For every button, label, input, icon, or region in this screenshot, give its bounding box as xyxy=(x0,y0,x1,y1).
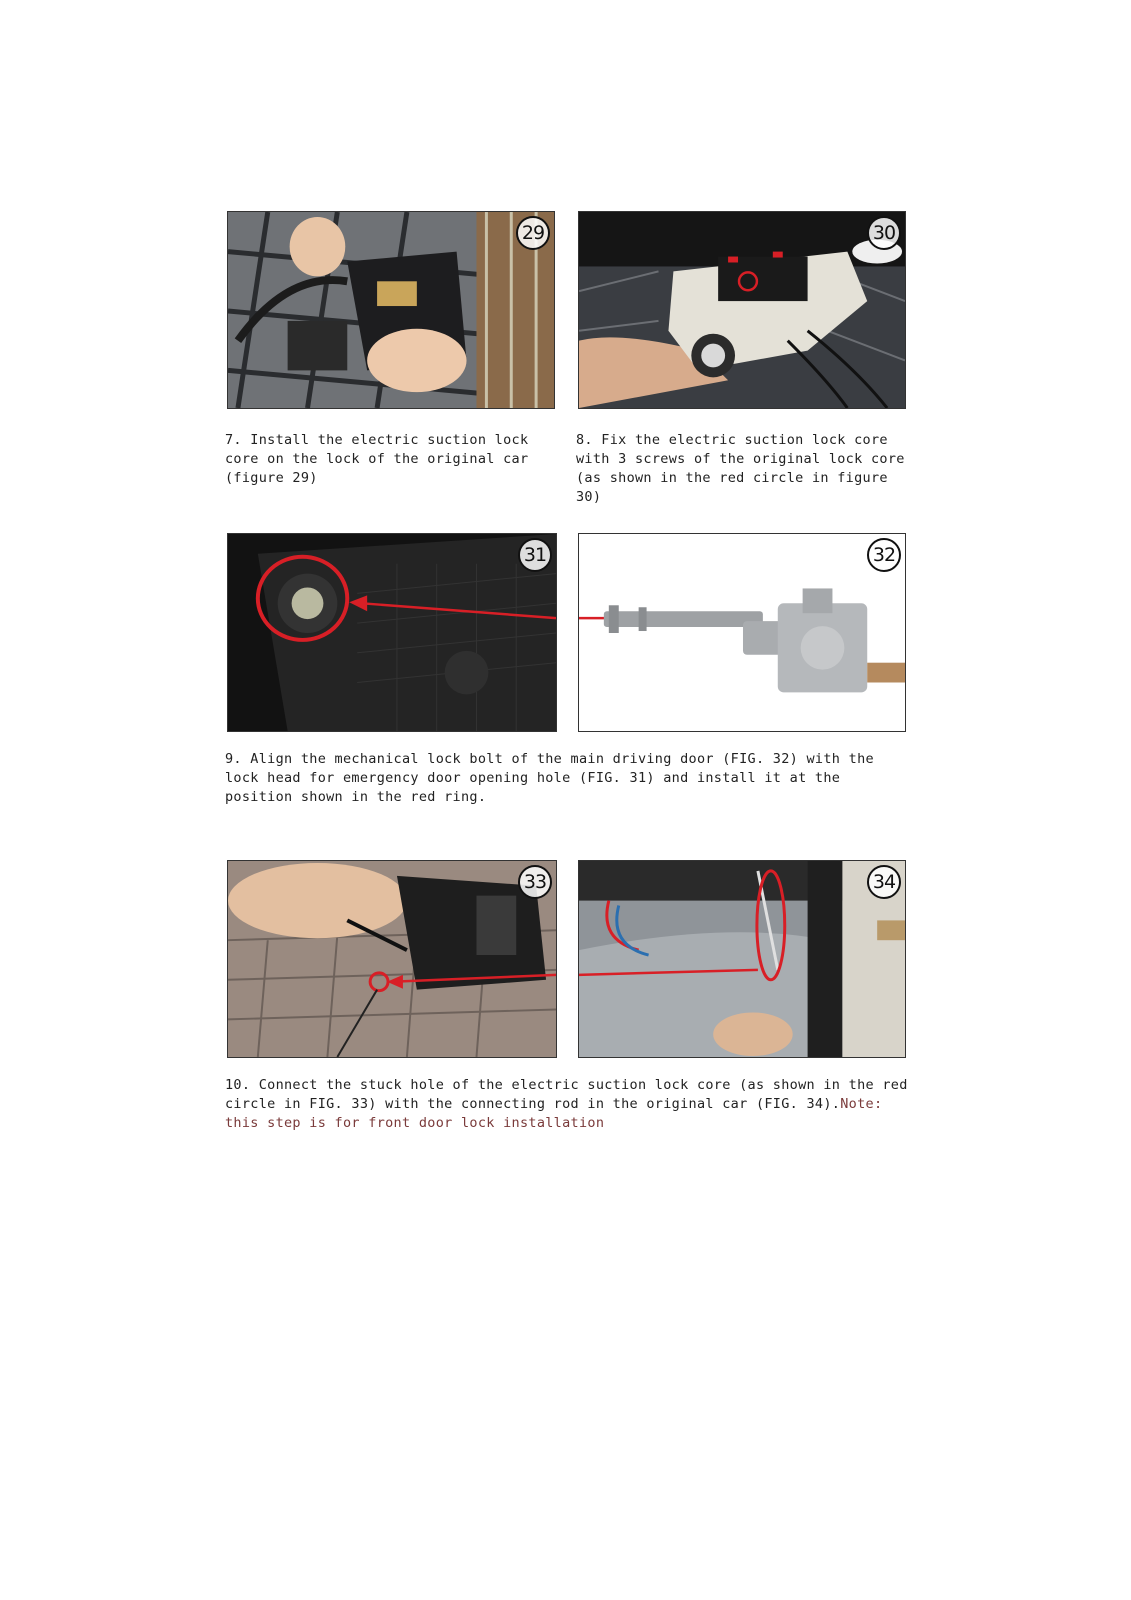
step-9-caption: 9. Align the mechanical lock bolt of the main driving door (FIG. 32) with the lock head for emergency door opening hole (FIG. 31) and install it at the position shown in the red ring. xyxy=(225,751,874,805)
figure-number-badge: 33 xyxy=(518,865,552,899)
lock-bolt-illustration xyxy=(579,534,905,731)
step-10-note: Note: this step is for front door lock installation xyxy=(225,1096,883,1131)
figure-number-badge: 31 xyxy=(518,538,552,572)
lock-core-screws-illustration xyxy=(579,212,905,408)
figure-29-photo xyxy=(227,211,555,409)
figure-number-badge: 32 xyxy=(867,538,901,572)
lock-assembly-illustration xyxy=(228,212,554,408)
emergency-opening-hole-illustration xyxy=(228,534,556,731)
step-8-caption: 8. Fix the electric suction lock core with 3 screws of the original lock core (as shown in the red circle in figure 30) xyxy=(576,432,905,505)
figure-34-photo xyxy=(578,860,906,1058)
figure-number-badge: 30 xyxy=(867,216,901,250)
lock-core-stuck-hole-illustration xyxy=(228,861,556,1057)
figure-33-photo xyxy=(227,860,557,1058)
figure-30-photo xyxy=(578,211,906,409)
figure-number-badge: 34 xyxy=(867,865,901,899)
figure-32-photo xyxy=(578,533,906,732)
figure-31-photo xyxy=(227,533,557,732)
step-7-caption: 7. Install the electric suction lock core on the lock of the original car (figure 29) xyxy=(225,432,529,486)
figure-number-badge: 29 xyxy=(516,216,550,250)
step-10-caption xyxy=(225,1076,915,1133)
step-10-text: 10. Connect the stuck hole of the electric suction lock core (as shown in the red circle in FIG. 33) with the connecting rod in the original car (FIG. 34). xyxy=(225,1077,908,1112)
connecting-rod-illustration xyxy=(579,861,905,1057)
